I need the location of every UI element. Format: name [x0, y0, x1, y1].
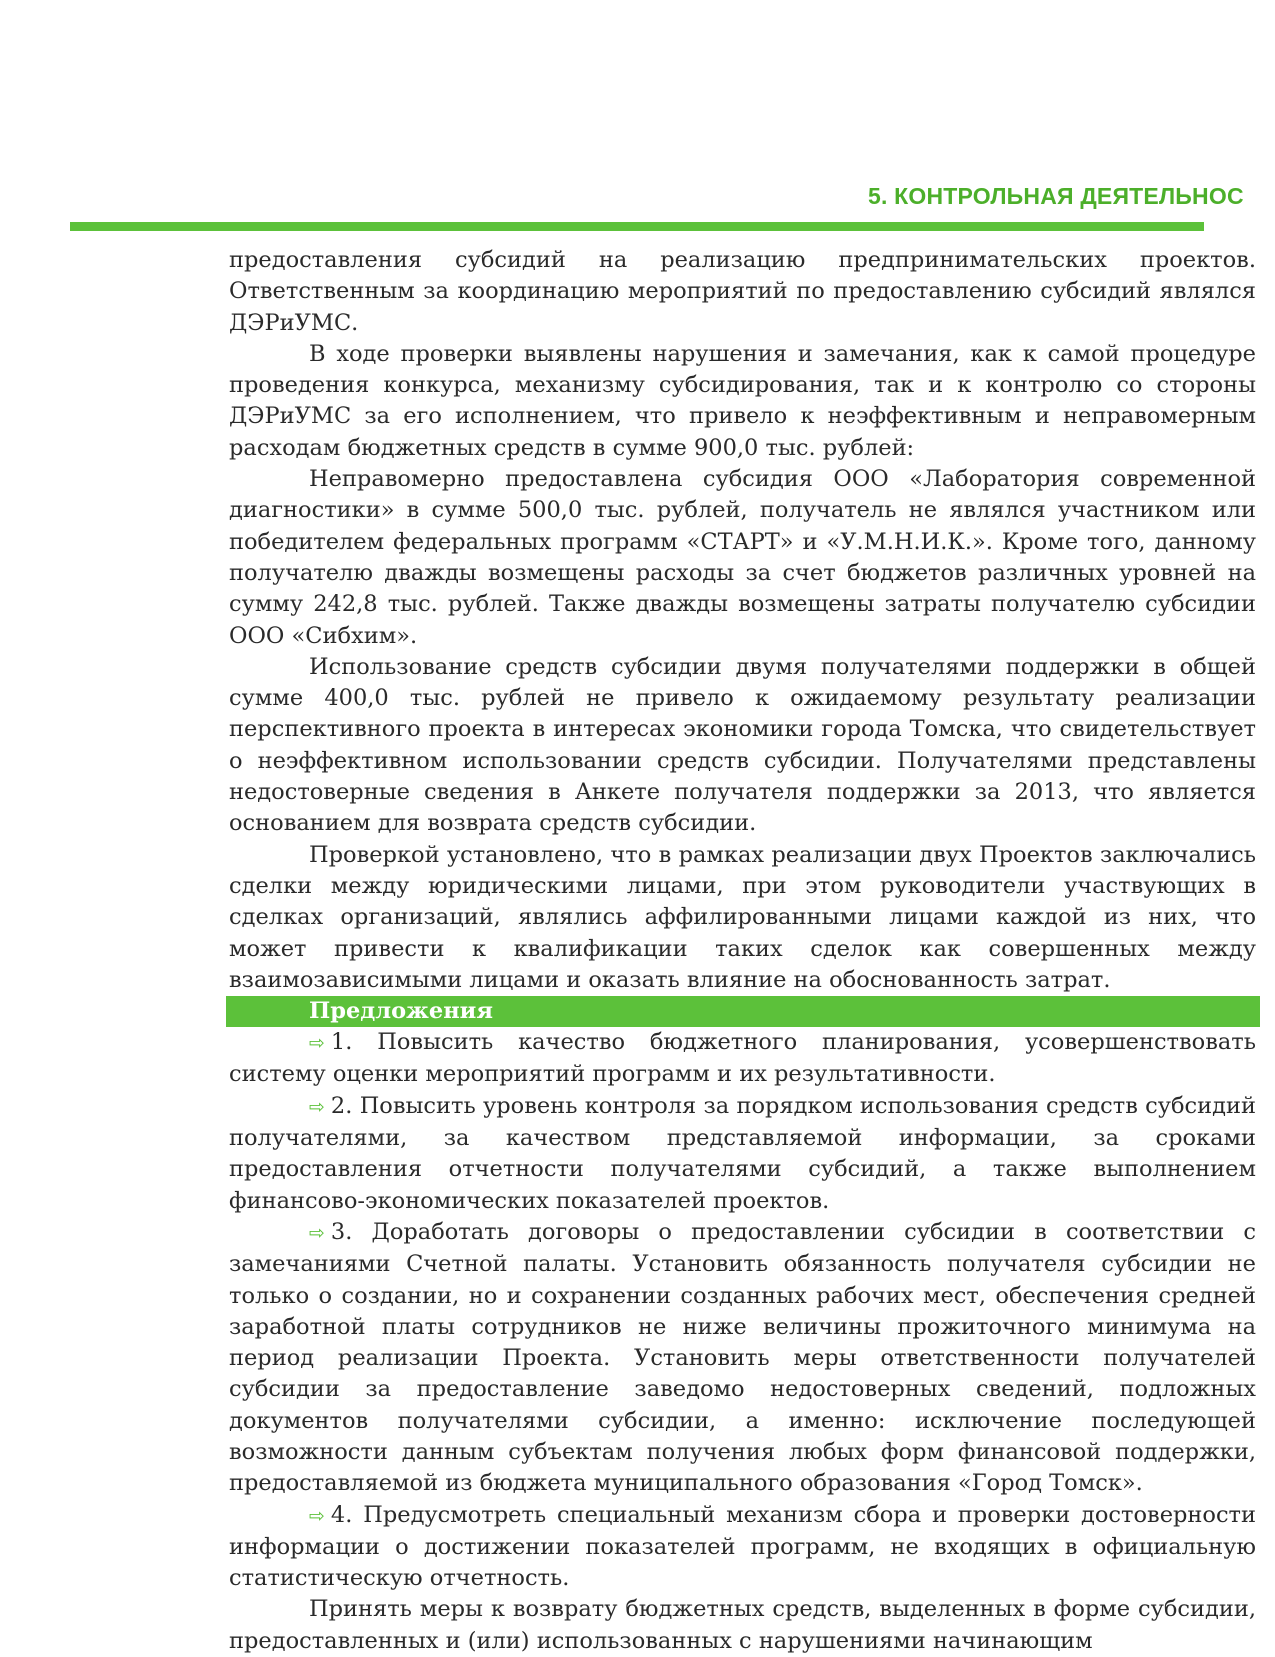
- proposal-text: 2. Повысить уровень контроля за порядком использования средств субсидий получателями, за качеством представляемой информации, за сроками предоставления отчетности получателями субсидий, а также выполнением финансово-экономических показателей проектов.: [229, 1092, 1256, 1214]
- proposals-heading: Предложения: [226, 996, 1260, 1027]
- paragraph: В ходе проверки выявлены нарушения и замечания, как к самой процедуре проведения конкурса, механизму субсидирования, так и к контролю со стороны ДЭРиУМС за его исполнением, что привело к неэффективным и неправомерным расходам бюджетных средств в сумме 900,0 тыс. рублей:: [229, 340, 1256, 461]
- section-title: 5. КОНТРОЛЬНАЯ ДЕЯТЕЛЬНОС: [868, 183, 1244, 209]
- closing-paragraph: Принять меры к возврату бюджетных средств, выделенных в форме субсидии, предоставленных и (или) использованных с нарушениями начинающим: [229, 1596, 1256, 1654]
- paragraph: Неправомерно предоставлена субсидия ООО «Лаборатория современной диагностики» в сумме 500,0 тыс. рублей, получатель не являлся участником или победителем федеральных программ «СТАРТ» и «У.М.Н.И.К.». Кроме того, данному получателю дважды возмещены расходы за счет бюджетов различных уровней на сумму 242,8 тыс. рублей. Также дважды возмещены затраты получателю субсидии ООО «Сибхим».: [229, 466, 1256, 649]
- header-rule: [70, 222, 1204, 231]
- document-body: [229, 245, 1256, 1657]
- proposal-item: [229, 1217, 1256, 1500]
- proposal-item: [229, 1500, 1256, 1595]
- arrow-right-icon: ⇨: [309, 1221, 325, 1244]
- arrow-right-icon: ⇨: [309, 1095, 325, 1118]
- arrow-right-icon: ⇨: [309, 1032, 325, 1055]
- proposal-text: 3. Доработать договоры о предоставлении субсидии в соответствии с замечаниями Счетной палаты. Установить обязанность получателя субсидии не только о создании, но и сохранении созданных рабочих мест, обеспечения средней заработной платы сотрудников не ниже величины прожиточного минимума на период реализации Проекта. Установить меры ответственности получателей субсидии за предоставление заведомо недостоверных сведений, подложных документов получателями субсидии, а именно: исключение последующей возможности данным субъектам получения любых форм финансовой поддержки, предоставляемой из бюджета муниципального образования «Город Томск».: [229, 1218, 1256, 1497]
- proposal-text: 1. Повысить качество бюджетного планирования, усовершенствовать систему оценки мероприятий программ и их результативности.: [229, 1029, 1256, 1088]
- paragraph: Использование средств субсидии двумя получателями поддержки в общей сумме 400,0 тыс. рублей не привело к ожидаемому результату реализации перспективного проекта в интересах экономики города Томска, что свидетельствует о неэффективном использовании средств субсидии. Получателями представлены недостоверные сведения в Анкете получателя поддержки за 2013, что является основанием для возврата средств субсидии.: [229, 653, 1256, 837]
- paragraph: предоставления субсидий на реализацию предпринимательских проектов. Ответственным за координацию мероприятий по предоставлению субсидий являлся ДЭРиУМС.: [229, 247, 1256, 336]
- proposal-item: [229, 1091, 1256, 1217]
- arrow-right-icon: ⇨: [309, 1504, 325, 1527]
- paragraph: Проверкой установлено, что в рамках реализации двух Проектов заключались сделки между юридическими лицами, при этом руководители участвующих в сделках организаций, являлись аффилированными лицами каждой из них, что может привести к квалификации таких сделок как совершенных между взаимозависимыми лицами и оказать влияние на обоснованность затрат.: [229, 841, 1256, 993]
- proposal-text: 4. Предусмотреть специальный механизм сбора и проверки достоверности информации о достижении показателей программ, не входящих в официальную статистическую отчетность.: [229, 1501, 1256, 1592]
- proposal-item: [229, 1027, 1256, 1091]
